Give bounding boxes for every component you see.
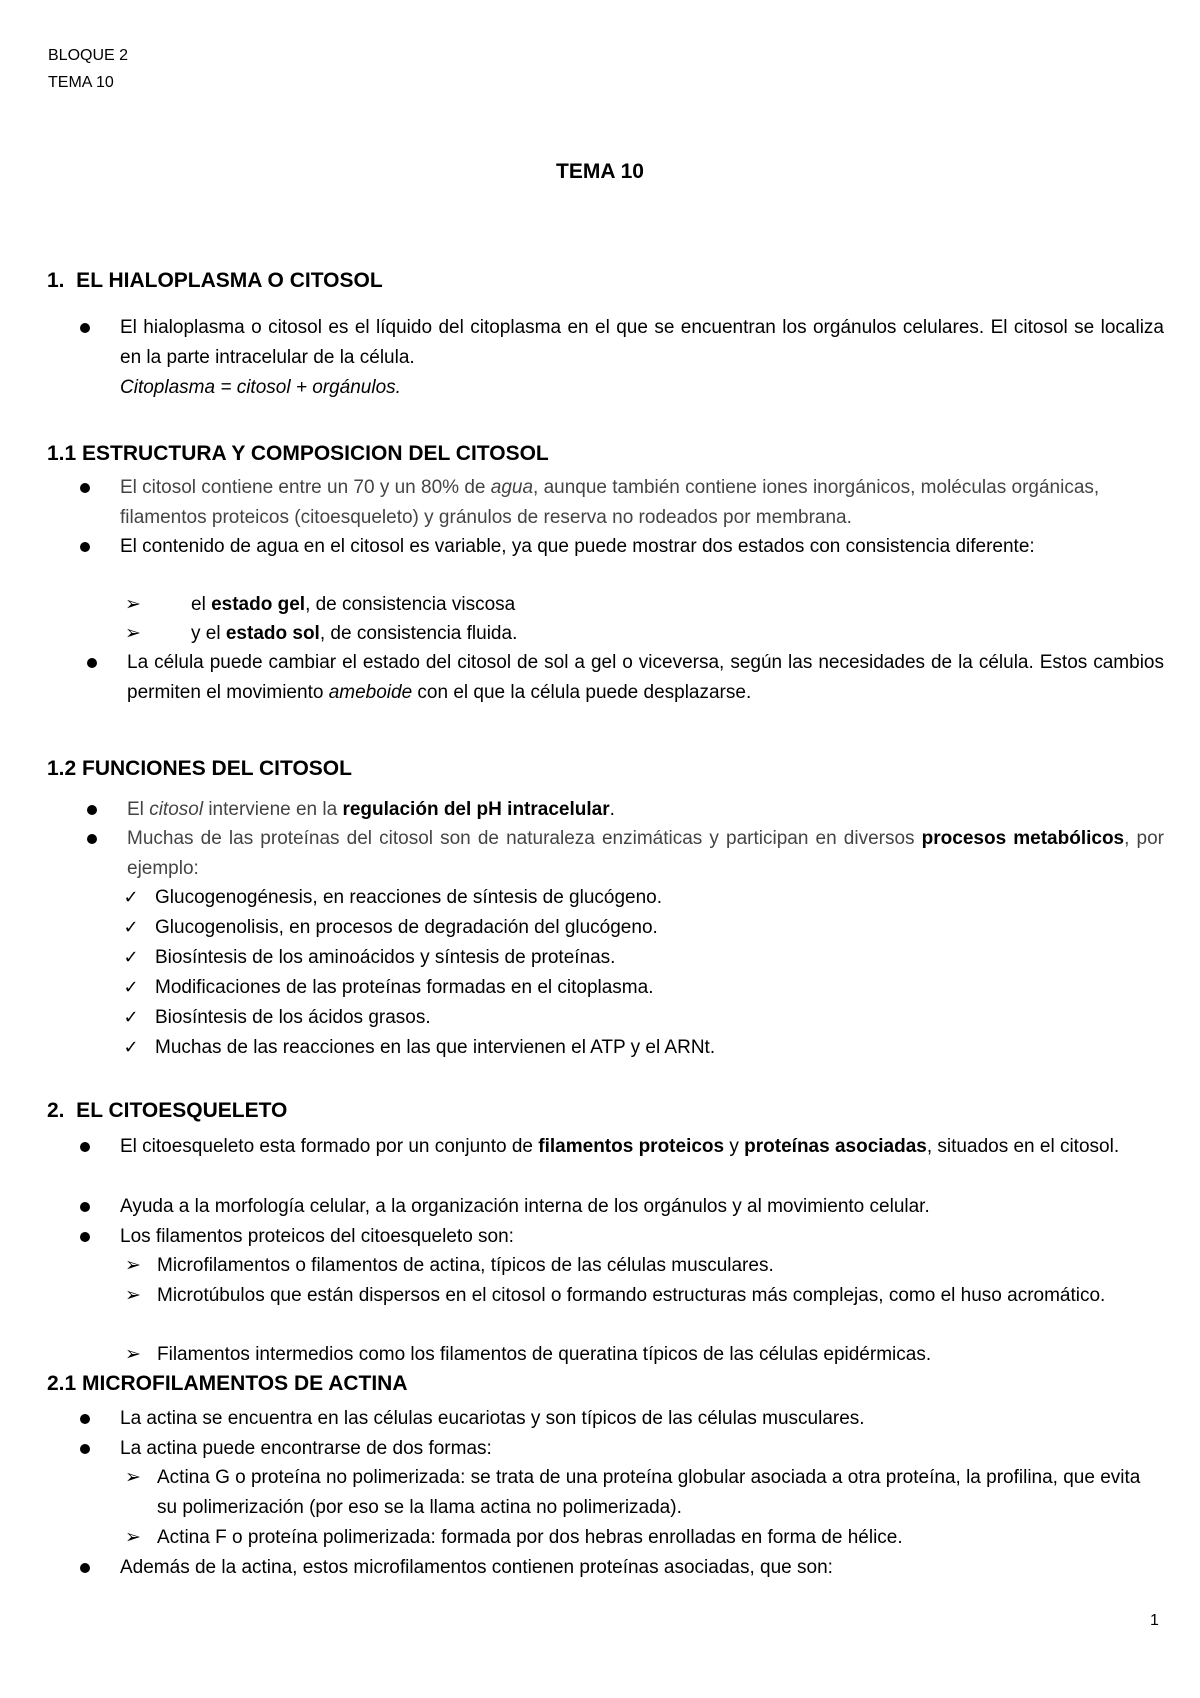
page-title: TEMA 10 [556, 160, 644, 183]
arrow-bullet-icon: ➢ [125, 1285, 141, 1306]
arrow-bullet-icon: ➢ [125, 1344, 141, 1365]
s12-check-item: Biosíntesis de los aminoácidos y síntesis de proteínas. [155, 947, 616, 968]
arrow-bullet-icon: ➢ [125, 1527, 141, 1548]
checkmark-icon: ✓ [123, 1007, 139, 1028]
header-tema: TEMA 10 [48, 74, 114, 91]
s2-bullet-3: Los filamentos proteicos del citoesqueleto son: [120, 1226, 514, 1247]
s12-check-item: Muchas de las reacciones en las que intervienen el ATP y el ARNt. [155, 1037, 716, 1058]
bullet-dot-icon [80, 1563, 90, 1573]
s12-check-item: Modificaciones de las proteínas formadas en el citoplasma. [155, 977, 654, 998]
page-number: 1 [1150, 1612, 1159, 1629]
bullet-dot-icon [87, 834, 97, 844]
checkmark-icon: ✓ [123, 887, 139, 908]
s11-bullet-3: La célula puede cambiar el estado del citosol de sol a gel o viceversa, según las necesidades de la célula. Estos cambios permiten el movimiento ameboide con el que la célula puede desplazarse. [127, 652, 1164, 703]
arrow-bullet-icon: ➢ [125, 1467, 141, 1488]
bullet-dot-icon [80, 1232, 90, 1242]
s2-sub-1: Microfilamentos o filamentos de actina, típicos de las células musculares. [157, 1255, 774, 1276]
bullet-dot-icon [80, 483, 90, 493]
section-1-2-heading: 1.2 FUNCIONES DEL CITOSOL [47, 757, 352, 780]
bullet-dot-icon [80, 1444, 90, 1454]
bullet-dot-icon [80, 1414, 90, 1424]
s12-bullet-2: Muchas de las proteínas del citosol son de naturaleza enzimáticas y participan en diversos procesos metabólicos, por ejemplo: [127, 828, 1164, 879]
s12-check-item: Glucogenogénesis, en reacciones de síntesis de glucógeno. [155, 887, 663, 908]
section-1-1-heading: 1.1 ESTRUCTURA Y COMPOSICION DEL CITOSOL [47, 442, 549, 465]
s21-sub-2: Actina F o proteína polimerizada: formada por dos hebras enrolladas en forma de hélice. [157, 1527, 903, 1548]
bullet-dot-icon [80, 323, 90, 333]
arrow-bullet-icon: ➢ [125, 1255, 141, 1276]
s2-bullet-1: El citoesqueleto esta formado por un conjunto de filamentos proteicos y proteínas asociadas, situados en el citosol. [120, 1136, 1120, 1157]
section-1-heading: 1. EL HIALOPLASMA O CITOSOL [47, 269, 383, 292]
arrow-bullet-icon: ➢ [125, 594, 141, 615]
s21-bullet-3: Además de la actina, estos microfilamentos contienen proteínas asociadas, que son: [120, 1557, 833, 1578]
s11-bullet-2: El contenido de agua en el citosol es variable, ya que puede mostrar dos estados con consistencia diferente: [120, 536, 1035, 557]
s12-check-item: Biosíntesis de los ácidos grasos. [155, 1007, 431, 1028]
bullet-dot-icon [80, 1202, 90, 1212]
s21-sub-1: Actina G o proteína no polimerizada: se trata de una proteína globular asociada a otra proteína, la profilina, que evita su polimerización (por eso se la llama actina no polimerizada). [157, 1467, 1141, 1518]
s2-sub-3: Filamentos intermedios como los filamentos de queratina típicos de las células epidérmicas. [157, 1344, 932, 1365]
s21-bullet-1: La actina se encuentra en las células eucariotas y son típicos de las células musculares. [120, 1408, 865, 1429]
s11-sub-2: y el estado sol, de consistencia fluida. [191, 623, 518, 644]
bullet-dot-icon [80, 542, 90, 552]
bullet-dot-icon [80, 1142, 90, 1152]
checkmark-icon: ✓ [123, 977, 139, 998]
s11-bullet-1: El citosol contiene entre un 70 y un 80% de agua, aunque también contiene iones inorgánicos, moléculas orgánicas, filamentos proteicos (citoesqueleto) y gránulos de reserva no rodeados por membrana. [120, 477, 1100, 528]
section-2-heading: 2. EL CITOESQUELETO [47, 1099, 288, 1122]
s12-check-item: Glucogenolisis, en procesos de degradación del glucógeno. [155, 917, 658, 938]
s1-formula: Citoplasma = citosol + orgánulos. [120, 377, 401, 398]
s21-bullet-2: La actina puede encontrarse de dos formas: [120, 1438, 492, 1459]
bullet-dot-icon [87, 658, 97, 668]
header-bloque: BLOQUE 2 [48, 47, 129, 64]
s2-sub-2: Microtúbulos que están dispersos en el citosol o formando estructuras más complejas, como el huso acromático. [157, 1285, 1106, 1306]
section-2-1-heading: 2.1 MICROFILAMENTOS DE ACTINA [47, 1372, 408, 1395]
s1-bullet-1: El hialoplasma o citosol es el líquido del citoplasma en el que se encuentran los orgánulos celulares. El citosol se localiza en la parte intracelular de la célula. [120, 317, 1164, 368]
bullet-dot-icon [87, 805, 97, 815]
s11-sub-1: el estado gel, de consistencia viscosa [191, 594, 516, 615]
s2-bullet-2: Ayuda a la morfología celular, a la organización interna de los orgánulos y al movimiento celular. [120, 1196, 930, 1217]
checkmark-icon: ✓ [123, 947, 139, 968]
checkmark-icon: ✓ [123, 917, 139, 938]
s12-bullet-1: El citosol interviene en la regulación del pH intracelular. [127, 799, 615, 820]
checkmark-icon: ✓ [123, 1037, 139, 1058]
arrow-bullet-icon: ➢ [125, 623, 141, 644]
